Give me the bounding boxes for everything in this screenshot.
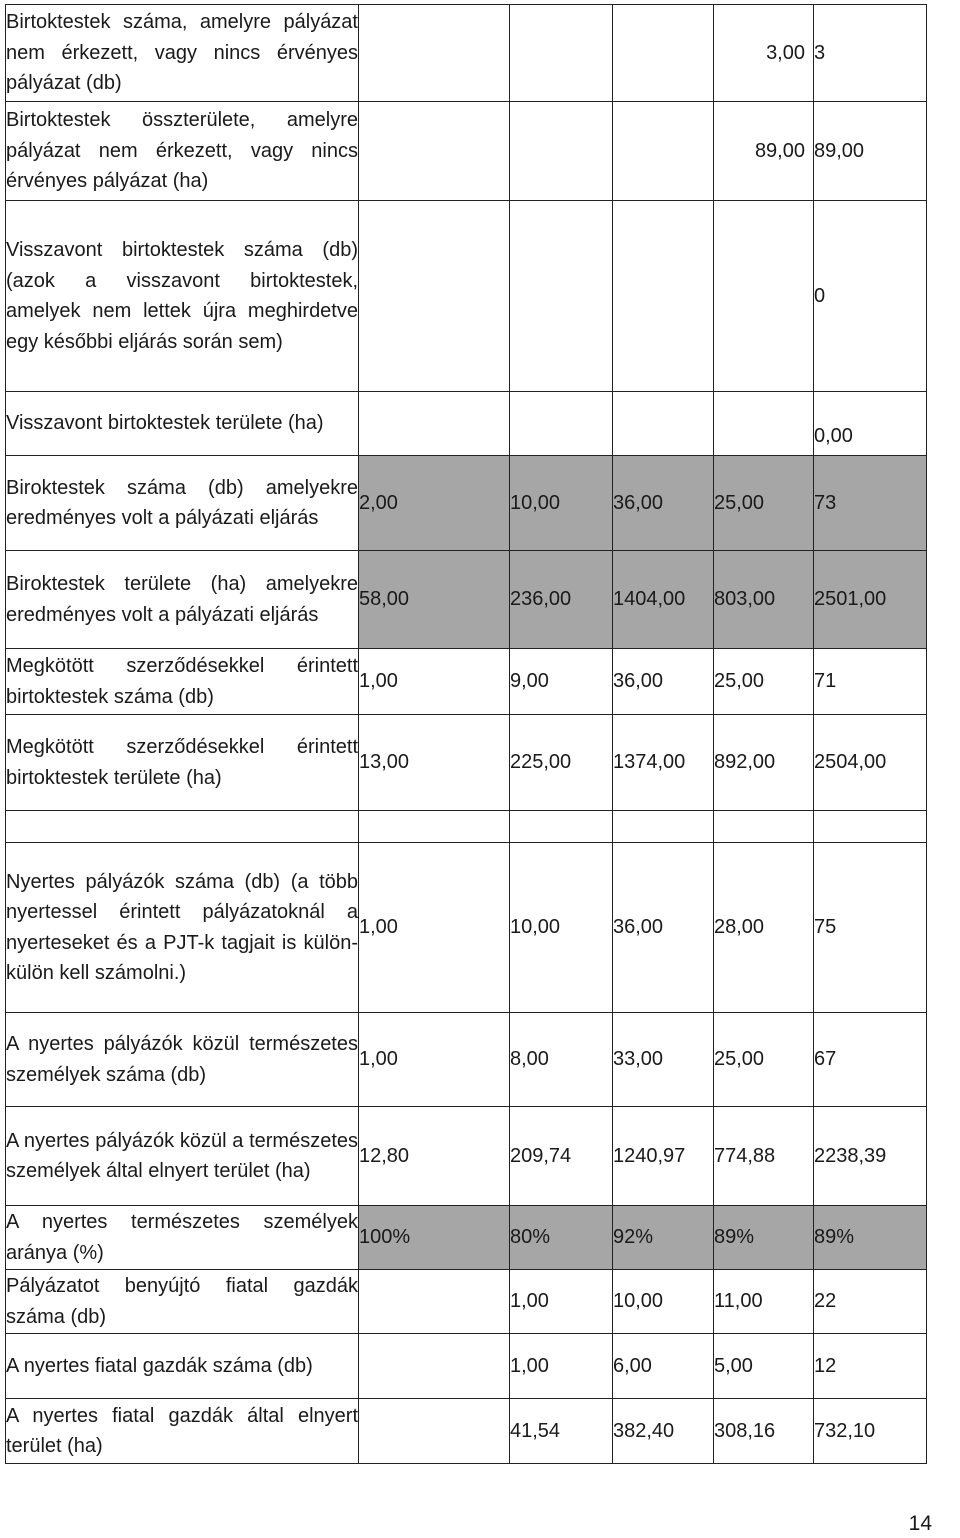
table-row	[6, 1013, 927, 1107]
row-label: Biroktestek területe (ha) amelyekre eredményes volt a pályázati eljárás	[6, 551, 359, 649]
value-cell	[613, 811, 714, 843]
value-cell	[359, 201, 510, 392]
value-cell	[613, 201, 714, 392]
value-cell: 41,54	[510, 1399, 613, 1464]
value-cell: 774,88	[714, 1107, 814, 1206]
value-cell	[714, 201, 814, 392]
row-label: A nyertes fiatal gazdák által elnyert terület (ha)	[6, 1399, 359, 1464]
value-cell: 1240,97	[613, 1107, 714, 1206]
row-label: Nyertes pályázók száma (db) (a több nyertessel érintett pályázatoknál a nyerteseket és a PJT-k tagjait is külön-külön kell számolni.)	[6, 843, 359, 1013]
value-cell: 75	[814, 843, 927, 1013]
value-cell: 1,00	[359, 843, 510, 1013]
value-cell	[814, 811, 927, 843]
table-row	[6, 456, 927, 551]
value-cell: 80%	[510, 1206, 613, 1270]
value-cell: 8,00	[510, 1013, 613, 1107]
value-cell	[510, 102, 613, 201]
value-cell: 11,00	[714, 1270, 814, 1334]
row-label: Megkötött szerződésekkel érintett birtoktestek területe (ha)	[6, 715, 359, 811]
row-label: Megkötött szerződésekkel érintett birtoktestek száma (db)	[6, 649, 359, 715]
value-cell	[359, 5, 510, 102]
table-row	[6, 1206, 927, 1270]
value-cell	[510, 392, 613, 456]
row-label: A nyertes természetes személyek aránya (%)	[6, 1206, 359, 1270]
value-cell: 1374,00	[613, 715, 714, 811]
value-cell	[714, 811, 814, 843]
value-cell: 12,80	[359, 1107, 510, 1206]
table-row	[6, 551, 927, 649]
value-cell: 2,00	[359, 456, 510, 551]
value-cell: 9,00	[510, 649, 613, 715]
value-cell	[510, 5, 613, 102]
value-cell: 89%	[814, 1206, 927, 1270]
row-label: Pályázatot benyújtó fiatal gazdák száma (db)	[6, 1270, 359, 1334]
value-cell	[359, 102, 510, 201]
table-row	[6, 1107, 927, 1206]
value-cell: 225,00	[510, 715, 613, 811]
value-cell: 13,00	[359, 715, 510, 811]
value-cell: 25,00	[714, 456, 814, 551]
value-cell: 803,00	[714, 551, 814, 649]
page-number: 14	[908, 1512, 932, 1535]
value-cell: 36,00	[613, 843, 714, 1013]
value-cell: 12	[814, 1334, 927, 1399]
table-row	[6, 392, 927, 456]
value-cell: 732,10	[814, 1399, 927, 1464]
table-row	[6, 843, 927, 1013]
data-table	[5, 4, 927, 1464]
value-cell: 0	[814, 201, 927, 392]
row-label	[6, 811, 359, 843]
row-label: A nyertes fiatal gazdák száma (db)	[6, 1334, 359, 1399]
value-cell	[714, 392, 814, 456]
value-cell	[510, 811, 613, 843]
value-cell: 308,16	[714, 1399, 814, 1464]
value-cell	[359, 811, 510, 843]
value-cell: 25,00	[714, 649, 814, 715]
value-cell: 2501,00	[814, 551, 927, 649]
value-cell: 0,00	[814, 392, 927, 456]
value-cell: 73	[814, 456, 927, 551]
value-cell	[359, 1334, 510, 1399]
row-label: Birtoktestek összterülete, amelyre pályázat nem érkezett, vagy nincs érvényes pályázat (ha)	[6, 102, 359, 201]
value-cell: 1,00	[359, 1013, 510, 1107]
value-cell: 3	[814, 5, 927, 102]
table-row	[6, 1334, 927, 1399]
value-cell: 89%	[714, 1206, 814, 1270]
table-row	[6, 5, 927, 102]
value-cell: 67	[814, 1013, 927, 1107]
value-cell: 36,00	[613, 649, 714, 715]
value-cell	[510, 201, 613, 392]
table-row	[6, 811, 927, 843]
value-cell: 1404,00	[613, 551, 714, 649]
value-cell: 1,00	[510, 1270, 613, 1334]
table-row	[6, 102, 927, 201]
value-cell	[359, 1399, 510, 1464]
value-cell: 25,00	[714, 1013, 814, 1107]
value-cell	[359, 392, 510, 456]
value-cell: 28,00	[714, 843, 814, 1013]
value-cell: 6,00	[613, 1334, 714, 1399]
table-row	[6, 649, 927, 715]
value-cell	[613, 392, 714, 456]
value-cell: 10,00	[613, 1270, 714, 1334]
value-cell: 209,74	[510, 1107, 613, 1206]
value-cell	[613, 102, 714, 201]
value-cell: 1,00	[510, 1334, 613, 1399]
value-cell: 10,00	[510, 456, 613, 551]
value-cell	[613, 5, 714, 102]
value-cell: 100%	[359, 1206, 510, 1270]
value-cell: 89,00	[714, 102, 814, 201]
table-row	[6, 201, 927, 392]
value-cell: 3,00	[714, 5, 814, 102]
row-label: A nyertes pályázók közül a természetes személyek által elnyert terület (ha)	[6, 1107, 359, 1206]
table-row	[6, 1399, 927, 1464]
value-cell: 5,00	[714, 1334, 814, 1399]
value-cell: 33,00	[613, 1013, 714, 1107]
value-cell: 1,00	[359, 649, 510, 715]
value-cell: 58,00	[359, 551, 510, 649]
table-row	[6, 715, 927, 811]
value-cell: 10,00	[510, 843, 613, 1013]
value-cell: 92%	[613, 1206, 714, 1270]
row-label: A nyertes pályázók közül természetes személyek száma (db)	[6, 1013, 359, 1107]
value-cell: 236,00	[510, 551, 613, 649]
row-label: Visszavont birtoktestek területe (ha)	[6, 392, 359, 456]
row-label: Biroktestek száma (db) amelyekre eredményes volt a pályázati eljárás	[6, 456, 359, 551]
value-cell: 71	[814, 649, 927, 715]
value-cell: 2504,00	[814, 715, 927, 811]
value-cell: 89,00	[814, 102, 927, 201]
value-cell: 382,40	[613, 1399, 714, 1464]
value-cell: 2238,39	[814, 1107, 927, 1206]
row-label: Visszavont birtoktestek száma (db) (azok a visszavont birtoktestek, amelyek nem lettek újra meghirdetve egy későbbi eljárás során sem)	[6, 201, 359, 392]
value-cell: 22	[814, 1270, 927, 1334]
value-cell	[359, 1270, 510, 1334]
table-row	[6, 1270, 927, 1334]
row-label: Birtoktestek száma, amelyre pályázat nem érkezett, vagy nincs érvényes pályázat (db)	[6, 5, 359, 102]
value-cell: 892,00	[714, 715, 814, 811]
value-cell: 36,00	[613, 456, 714, 551]
